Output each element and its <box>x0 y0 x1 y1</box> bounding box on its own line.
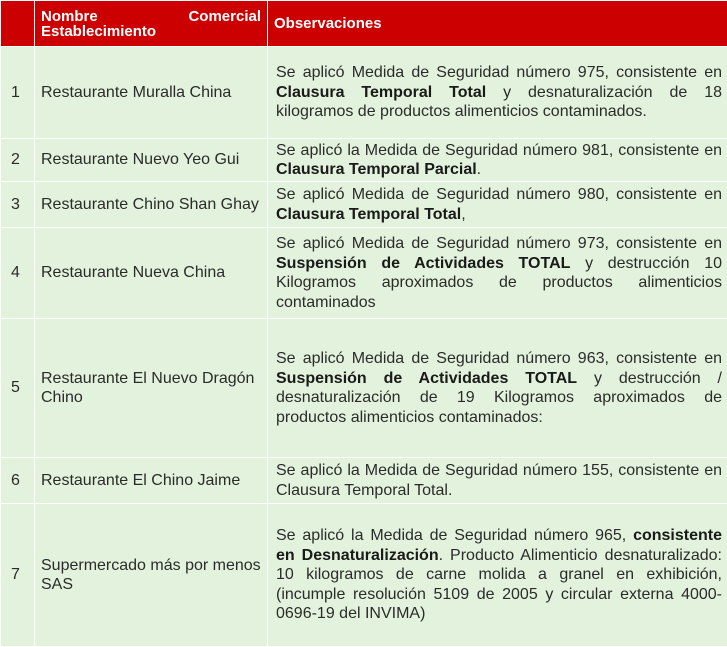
row-number: 1 <box>1 47 35 139</box>
observation-emphasis: Clausura Temporal Total <box>276 84 486 101</box>
observation-text: Se aplicó la Medida de Seguridad número 981, consistente en <box>276 142 722 159</box>
observation-text: y desnaturalización de 18 kilogramos de productos alimenticios contaminados. <box>276 84 722 121</box>
table-row <box>1 139 727 182</box>
establishment-name: Supermercado más por menos SAS <box>35 504 268 647</box>
table-row <box>1 47 727 139</box>
observation-text: y destrucción 10 Kilogramos aproximados de productos alimenticios contaminados <box>276 255 722 311</box>
header-observations: Observaciones <box>268 1 727 47</box>
observation-emphasis: Clausura Temporal Parcial <box>276 161 477 178</box>
header-name-line1: Nombre Comercial <box>41 9 261 24</box>
observation-emphasis: consistente en Desnaturalización <box>276 527 722 564</box>
observation-cell <box>268 228 727 319</box>
observation-cell <box>268 319 727 458</box>
row-number: 5 <box>1 319 35 458</box>
observation-text: , <box>461 206 465 223</box>
observation-text: Se aplicó Medida de Seguridad número 963, consistente en <box>276 350 722 367</box>
establishment-name: Restaurante Nueva China <box>35 228 268 319</box>
observation-text: . Producto Alimenticio desnaturalizado: 10 kilogramos de carne molida a granel en exhibición, (incumple resolución 5109 de 2005 y circular externa 4000-0696-19 del INVIMA) <box>276 547 722 623</box>
observation-cell <box>268 182 727 228</box>
header-name-line2: Establecimiento <box>41 23 156 40</box>
observation-text: Se aplicó Medida de Seguridad número 980, consistente en <box>276 186 722 203</box>
header-number <box>1 1 35 47</box>
observation-cell <box>268 458 727 504</box>
establishment-name: Restaurante Nuevo Yeo Gui <box>35 139 268 182</box>
row-number: 4 <box>1 228 35 319</box>
observation-emphasis: Suspensión de Actividades TOTAL <box>276 370 577 387</box>
table-row <box>1 319 727 458</box>
table-row <box>1 182 727 228</box>
observation-text: Se aplicó la Medida de Seguridad número 155, consistente en Clausura Temporal Total. <box>276 462 722 499</box>
table-row <box>1 228 727 319</box>
observation-emphasis: Clausura Temporal Total <box>276 206 461 223</box>
table-header-row <box>1 1 727 47</box>
establishment-name: Restaurante El Chino Jaime <box>35 458 268 504</box>
observation-cell <box>268 47 727 139</box>
table-body <box>1 47 727 647</box>
row-number: 3 <box>1 182 35 228</box>
observation-cell <box>268 504 727 647</box>
row-number: 6 <box>1 458 35 504</box>
observation-emphasis: Suspensión de Actividades TOTAL <box>276 255 570 272</box>
row-number: 2 <box>1 139 35 182</box>
observation-text: . <box>477 161 481 178</box>
observation-cell <box>268 139 727 182</box>
table-row <box>1 458 727 504</box>
observation-text: Se aplicó la Medida de Seguridad número 965, <box>276 527 633 544</box>
establishment-name: Restaurante Muralla China <box>35 47 268 139</box>
table-row <box>1 504 727 647</box>
row-number: 7 <box>1 504 35 647</box>
establishment-name: Restaurante El Nuevo Dragón Chino <box>35 319 268 458</box>
header-establishment-name <box>35 1 268 47</box>
observation-text: y destrucción / desnaturalización de 19 Kilogramos aproximados de productos alimenticios contaminados: <box>276 370 722 426</box>
establishment-name: Restaurante Chino Shan Ghay <box>35 182 268 228</box>
observation-text: Se aplicó Medida de Seguridad número 975, consistente en <box>276 64 722 81</box>
observation-text: Se aplicó Medida de Seguridad número 973, consistente en <box>276 235 722 252</box>
